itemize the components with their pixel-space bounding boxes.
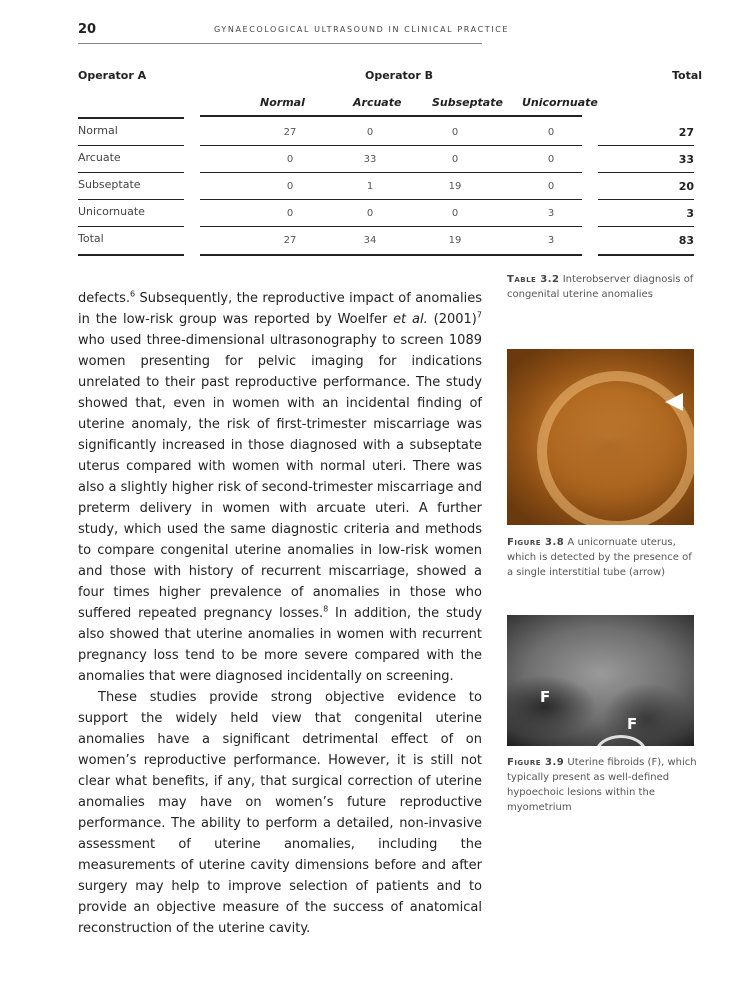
header-rule [78, 43, 482, 44]
table-cell: 33 [363, 154, 377, 165]
table-cell: 0 [286, 181, 294, 192]
figure-caption-text: Uterine fibroids (F), which typically present as well-defined hypoechoic lesions within the myometrium [507, 757, 697, 813]
operator-a-header: Operator A [78, 69, 147, 82]
table-rule [78, 199, 184, 200]
table-rule [598, 254, 694, 256]
row-label: Total [78, 232, 104, 245]
row-total: 20 [678, 180, 694, 193]
table-cell: 0 [286, 208, 294, 219]
table-rule [200, 115, 582, 117]
table-cell: 34 [363, 235, 377, 246]
table-cell: 1 [366, 181, 374, 192]
table-caption-label: Table 3.2 [507, 274, 560, 285]
table-cell: 27 [283, 235, 297, 246]
page-number: 20 [78, 22, 97, 37]
paragraph: These studies provide strong objective evidence to support the widely held view that congenital uterine anomalies have a significant detrimental effect of on women’s reproductive performance. However, it is still not clear what benefits, if any, that surgical correction of uterine anomalies may have on women’s future reproductive performance. The ability to perform a detailed, non-invasive assessment of uterine anomalies, including the measurements of uterine cavity dimensions before and after surgery may help to improve selection of patients and to provide an objective measure of the success of anatomical reconstruction of the uterine cavity. [78, 690, 482, 936]
row-total: 27 [678, 126, 694, 139]
table-rule [598, 226, 694, 227]
table-cell: 3 [547, 235, 555, 246]
table-rule [200, 145, 582, 146]
fibroid-label: F [540, 688, 551, 706]
table-caption-text: Interobserver diagnosis of congenital uterine anomalies [507, 274, 694, 300]
figure-caption-label: Figure 3.8 [507, 537, 565, 548]
unicornuate-uterus-image [507, 349, 694, 525]
table-caption [507, 272, 697, 302]
column-header: Unicornuate [522, 96, 598, 109]
table-rule [200, 254, 582, 256]
table-cell: 0 [547, 181, 555, 192]
table-cell: 0 [547, 127, 555, 138]
row-label: Normal [78, 124, 118, 137]
operator-b-header: Operator B [365, 69, 433, 82]
table-rule [200, 172, 582, 173]
row-label: Subseptate [78, 178, 141, 191]
row-total: 33 [678, 153, 694, 166]
total-header: Total [672, 69, 703, 82]
table-cell: 27 [283, 127, 297, 138]
row-label: Unicornuate [78, 205, 145, 218]
table-rule [78, 226, 184, 227]
column-header: Subseptate [432, 96, 503, 109]
table-rule [78, 254, 184, 256]
table-cell: 0 [366, 127, 374, 138]
row-total: 3 [686, 207, 694, 220]
figure-caption [507, 755, 697, 815]
running-head: GYNAECOLOGICAL ULTRASOUND IN CLINICAL PRACTICE [214, 25, 510, 34]
table-rule [598, 172, 694, 173]
figure-caption-text: A unicornuate uterus, which is detected by the presence of a single interstitial tube (arrow) [507, 537, 692, 578]
column-header: Normal [260, 96, 305, 109]
body-text [78, 288, 482, 939]
table-rule [200, 199, 582, 200]
table-rule [598, 199, 694, 200]
figure-caption [507, 535, 697, 580]
table-rule [78, 117, 184, 119]
table-rule [200, 226, 582, 227]
arrow-icon [665, 393, 683, 411]
table-cell: 3 [547, 208, 555, 219]
table-cell: 0 [451, 208, 459, 219]
figure-caption-label: Figure 3.9 [507, 757, 565, 768]
table-cell: 0 [451, 127, 459, 138]
table-cell: 0 [451, 154, 459, 165]
table-rule [78, 145, 184, 146]
paragraph: defects.$^6$ Subsequently, the reproductive impact of anomalies in the low-risk group was reported by Woelfer et al. $(2001)^7$ who used three-dimensional ultrasonography to screen 1089 women presenting for pelvic imaging for indications unrelated to their past reproductive performance. The study showed that, even in women with an incidental finding of uterine anomaly, the risk of first-trimester miscarriage was significantly increased in those diagnosed with a subseptate uterus compared with women with normal uteri. There was also a slightly higher risk of second-trimester miscarriage and preterm delivery in women with arcuate uteri. A further study, which used the same diagnostic criteria and methods to compare congenital uterine anomalies in low-risk women and those with history of recurrent miscarriage, showed a four times higher prevalence of anomalies in those who suffered repeated pregnancy losses.$^8$ In addition, the study also showed that uterine anomalies in women with recurrent pregnancy loss tend to be more severe compared with the anomalies that were diagnosed incidentally on screening. [78, 289, 483, 684]
table-cell: 19 [448, 235, 462, 246]
fibroid-label: F [627, 715, 638, 733]
table-cell: 0 [286, 154, 294, 165]
row-total: 83 [678, 234, 694, 247]
uterine-fibroids-image [507, 615, 694, 746]
table-rule [78, 172, 184, 173]
row-label: Arcuate [78, 151, 121, 164]
table-cell: 0 [547, 154, 555, 165]
table-cell: 0 [366, 208, 374, 219]
column-header: Arcuate [353, 96, 402, 109]
table-cell: 19 [448, 181, 462, 192]
table-rule [598, 145, 694, 146]
